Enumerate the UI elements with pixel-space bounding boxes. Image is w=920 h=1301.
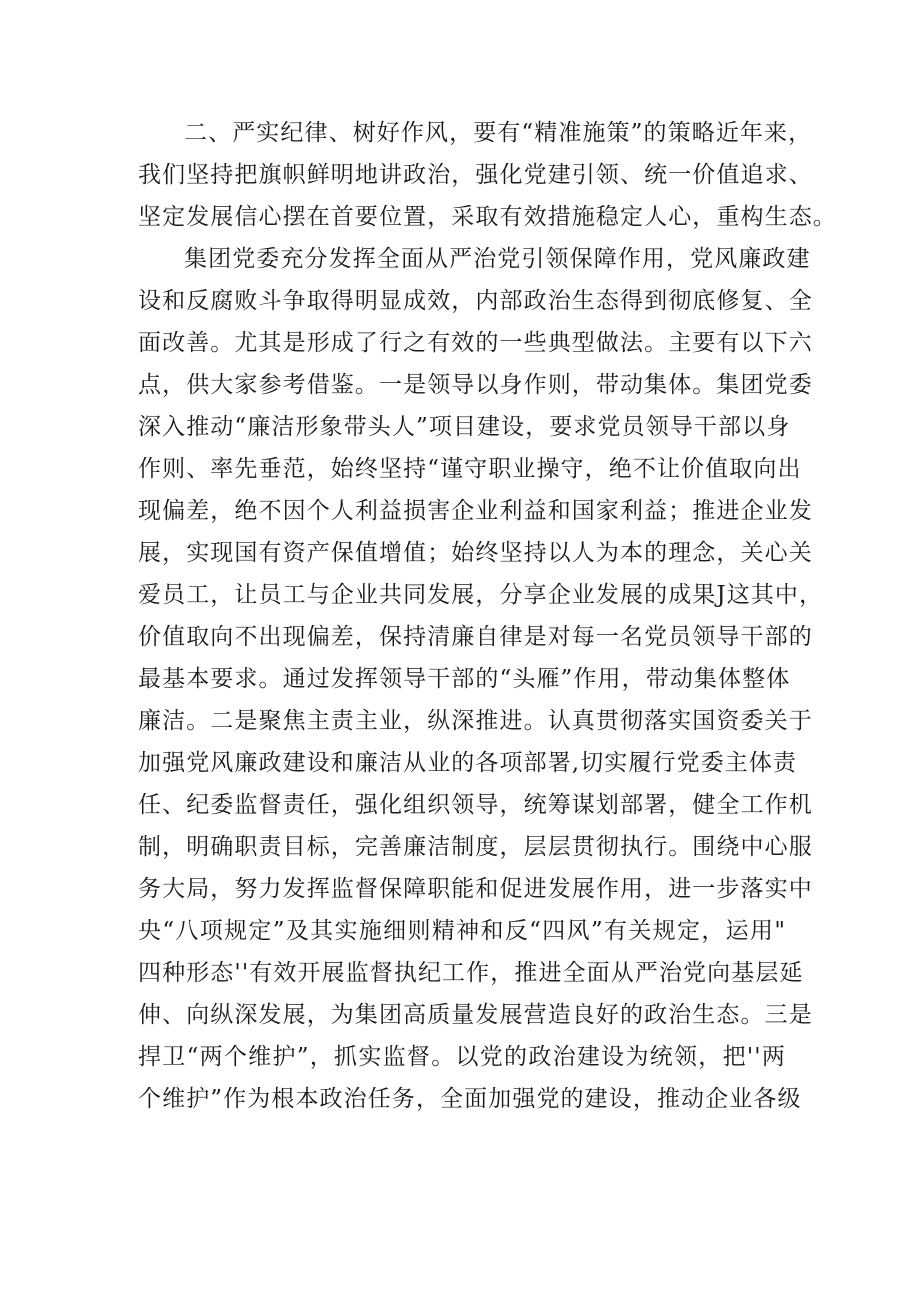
text-line: 廉洁。二是聚焦主责主业，纵深推进。认真贯彻落实国资委关于	[138, 708, 813, 734]
text-line: 现偏差，绝不因个人利益损害企业利益和国家利益；推进企业发	[138, 498, 813, 524]
text-line: 我们坚持把旗帜鲜明地讲政治，强化党建引领、统一价值追求、	[138, 162, 813, 188]
text-line: 深入推动“廉洁形象带头人”项目建设，要求党员领导干部以身	[138, 414, 791, 440]
text-line: 作则、率先垂范，始终坚持“谨守职业操守，绝不让价值取向出	[138, 456, 802, 482]
text-line: 坚定发展信心摆在首要位置，采取有效措施稳定人心，重构生态。	[138, 204, 837, 230]
text-line: 点，供大家参考借鉴。一是领导以身作则，带动集体。集团党委	[138, 372, 813, 398]
paragraph-2	[138, 238, 824, 1120]
text-line: 设和反腐败斗争取得明显成效，内部政治生态得到彻底修复、全	[138, 288, 813, 314]
text-line: 加强党风廉政建设和廉洁从业的各项部署,切实履行党委主体责	[138, 750, 798, 776]
text-line: 爱员工，让员工与企业共同发展，分享企业发展的成果J这其中，	[138, 582, 824, 608]
text-line: 最基本要求。通过发挥领导干部的“头雁”作用，带动集体整体	[138, 666, 791, 692]
text-line: 集团党委充分发挥全面从严治党引领保障作用，党风廉政建	[184, 246, 811, 272]
body-text	[138, 112, 837, 1120]
text-line: 价值取向不出现偏差，保持清廉自律是对每一名党员领导干部的	[138, 624, 813, 650]
text-line: 务大局，努力发挥监督保障职能和促进发展作用，进一步落实中	[138, 876, 813, 902]
text-line: 任、纪委监督责任，强化组织领导，统筹谋划部署，健全工作机	[138, 792, 813, 818]
paragraph-1	[138, 112, 837, 238]
text-line: 二、严实纪律、树好作风，要有“精准施策”的策略近年来，	[184, 120, 813, 146]
text-line: 四种形态''有效开展监督执纪工作，推进全面从严治党向基层延	[138, 960, 804, 986]
text-line: 捍卫“两个维护”，抓实监督。以党的政治建设为统领，把''两	[138, 1044, 786, 1070]
text-line: 制，明确职责目标，完善廉洁制度，层层贯彻执行。围绕中心服	[138, 834, 813, 860]
text-line: 伸、向纵深发展，为集团高质量发展营造良好的政治生态。三是	[138, 1002, 813, 1028]
text-line: 个维护”作为根本政治任务，全面加强党的建设，推动企业各级	[138, 1086, 802, 1112]
text-line: 展，实现国有资产保值增值；始终坚持以人为本的理念，关心关	[138, 540, 813, 566]
text-line: 央“八项规定”及其实施细则精神和反“四风”有关规定，运用"	[138, 918, 786, 944]
text-line: 面改善。尤其是形成了行之有效的一些典型做法。主要有以下六	[138, 330, 813, 356]
